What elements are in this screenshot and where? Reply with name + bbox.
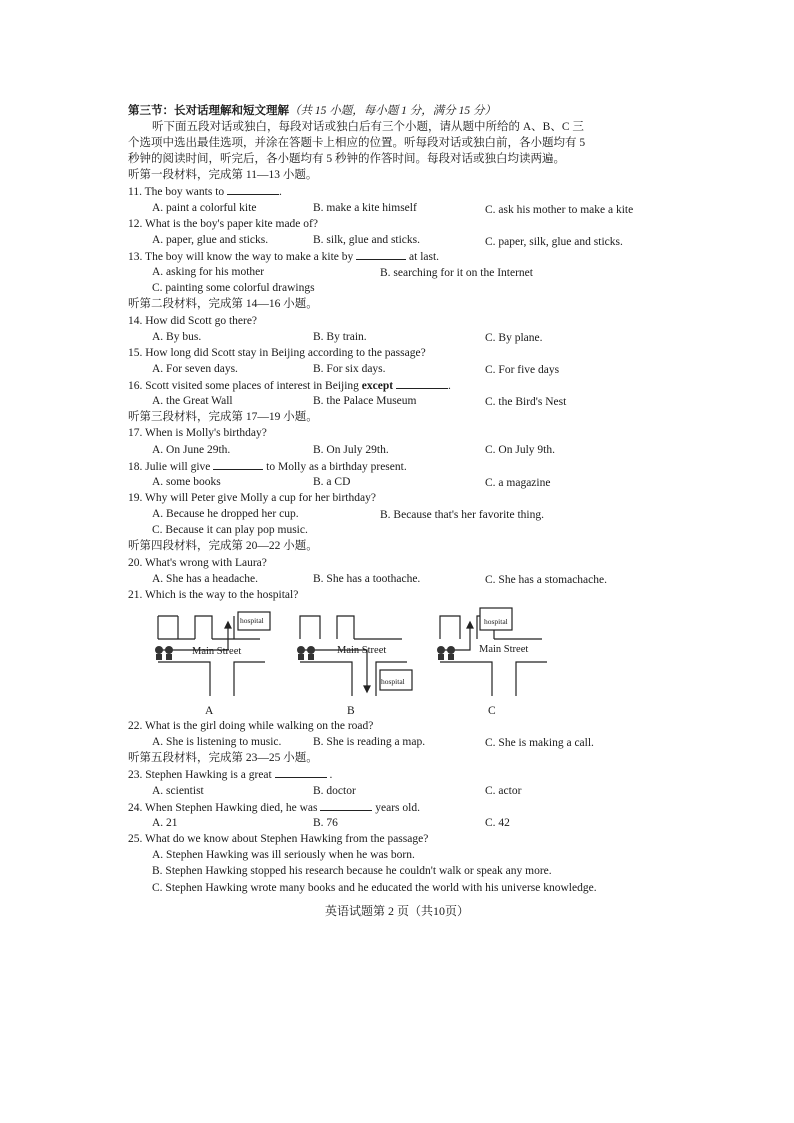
answer-blank: [213, 459, 263, 470]
q20-stem: 20. What's wrong with Laura?: [128, 557, 267, 569]
q11-option-a: A. paint a colorful kite: [152, 202, 257, 214]
q17-option-a: A. On June 29th.: [152, 444, 231, 456]
q22-option-c: C. She is making a call.: [485, 737, 594, 749]
section-title-note: （共 15 小题，每小题 1 分，满分 15 分）: [289, 105, 496, 117]
q25-option-c: C. Stephen Hawking wrote many books and he educated the world with his universe knowledge.: [152, 882, 597, 894]
q20-option-c: C. She has a stomachache.: [485, 574, 607, 586]
group-heading-2: 听第二段材料，完成第 14—16 小题。: [128, 298, 318, 310]
section-title-text: 第三节：长对话理解和短文理解: [128, 105, 289, 117]
q12-option-b: B. silk, glue and sticks.: [313, 234, 421, 246]
q13-option-b: B. searching for it on the Internet: [380, 267, 533, 279]
q11-option-c: C. ask his mother to make a kite: [485, 204, 634, 216]
people-icon: [437, 646, 455, 660]
q14-stem: 14. How did Scott go there?: [128, 315, 258, 327]
map-option-b: B: [347, 705, 355, 717]
q19-option-a: A. Because he dropped her cup.: [152, 508, 299, 520]
q16-option-c: C. the Bird's Nest: [485, 396, 567, 408]
q11-option-b: B. make a kite himself: [313, 202, 417, 214]
q25-option-a: A. Stephen Hawking was ill seriously when he was born.: [152, 849, 415, 861]
people-icon: [297, 646, 315, 660]
q18-option-b: B. a CD: [313, 476, 351, 488]
q14-option-a: A. By bus.: [152, 331, 202, 343]
q20-option-a: A. She has a headache.: [152, 573, 259, 585]
q12-option-c: C. paper, silk, glue and sticks.: [485, 236, 623, 248]
q11-stem-text: 11. The boy wants to: [128, 186, 225, 198]
q16-stem: 16. Scott visited some places of interest in Beijing except .: [128, 380, 451, 392]
q19-option-c: C. Because it can play pop music.: [152, 524, 308, 536]
instruction-line-2: 个选项中选出最佳选项，并涂在答题卡上相应的位置。听每段对话或独白前，各小题均有 5: [128, 137, 586, 149]
q24-stem-end: years old.: [375, 802, 420, 814]
route-map-c-arrow: [442, 622, 473, 650]
page-footer: 英语试题第 2 页（共10页）: [324, 904, 469, 918]
q13-stem-end: at last.: [409, 251, 440, 263]
q20-option-b: B. She has a toothache.: [313, 573, 421, 585]
q15-option-a: A. For seven days.: [152, 363, 238, 375]
q14-option-b: B. By train.: [313, 331, 367, 343]
street-label-b: Main Street: [337, 645, 387, 656]
q24-option-c: C. 42: [485, 817, 510, 829]
answer-blank: [227, 184, 279, 195]
answer-blank: [320, 800, 372, 811]
group-heading-1: 听第一段材料，完成第 11—13 小题。: [128, 169, 318, 181]
q24-stem-text: 24. When Stephen Hawking died, he was: [128, 802, 318, 814]
hospital-label-c: hospital: [484, 617, 508, 626]
street-label-a: Main Street: [192, 646, 242, 657]
hospital-label-b: hospital: [381, 677, 405, 686]
people-icon: [155, 646, 173, 660]
q12-option-a: A. paper, glue and sticks.: [152, 234, 269, 246]
q14-option-c: C. By plane.: [485, 332, 543, 344]
q22-stem: 22. What is the girl doing while walking on the road?: [128, 720, 374, 732]
q16-emphasis: except: [361, 380, 394, 392]
q21-stem: 21. Which is the way to the hospital?: [128, 589, 299, 601]
q23-option-b: B. doctor: [313, 785, 356, 797]
answer-blank: [356, 249, 406, 260]
q19-stem: 19. Why will Peter give Molly a cup for her birthday?: [128, 492, 376, 504]
q13-option-c: C. painting some colorful drawings: [152, 282, 315, 294]
q24-option-a: A. 21: [152, 817, 178, 829]
q23-stem-text: 23. Stephen Hawking is a great: [128, 769, 272, 781]
q24-stem: [128, 800, 420, 816]
q25-stem: 25. What do we know about Stephen Hawking from the passage?: [128, 833, 429, 845]
q15-option-c: C. For five days: [485, 364, 560, 376]
q17-option-b: B. On July 29th.: [313, 444, 389, 456]
q24-option-b: B. 76: [313, 817, 338, 829]
q18-option-a: A. some books: [152, 476, 221, 488]
answer-blank: [275, 767, 327, 778]
q18-stem-end: to Molly as a birthday present.: [266, 461, 407, 473]
q16-stem-text: 16. Scott visited some places of interest in Beijing: [128, 380, 359, 392]
section-title: [128, 104, 496, 119]
q17-option-c: C. On July 9th.: [485, 444, 555, 456]
q16-option-b: B. the Palace Museum: [313, 395, 417, 407]
q18-stem-text: 18. Julie will give: [128, 461, 211, 473]
q19-option-b: B. Because that's her favorite thing.: [380, 509, 544, 521]
q23-option-c: C. actor: [485, 785, 522, 797]
group-heading-4: 听第四段材料，完成第 20—22 小题。: [128, 540, 318, 552]
q11-stem: 11. The boy wants to .: [128, 186, 282, 198]
map-option-c: C: [488, 705, 496, 717]
map-option-a: A: [205, 705, 214, 717]
q23-option-a: A. scientist: [152, 785, 204, 797]
q17-stem: 17. When is Molly's birthday?: [128, 427, 267, 439]
q25-option-b: B. Stephen Hawking stopped his research because he couldn't walk or speak any more.: [152, 865, 552, 877]
answer-blank: [396, 378, 448, 389]
q15-option-b: B. For six days.: [313, 363, 386, 375]
q13-stem: [128, 249, 439, 265]
q23-stem: 23. Stephen Hawking is a great .: [128, 769, 333, 781]
q18-stem: [128, 459, 407, 475]
q16-option-a: A. the Great Wall: [152, 395, 233, 407]
street-label-c: Main Street: [479, 644, 529, 655]
group-heading-5: 听第五段材料，完成第 23—25 小题。: [128, 752, 318, 764]
hospital-label-a: hospital: [240, 616, 264, 625]
q12-stem: 12. What is the boy's paper kite made of?: [128, 218, 318, 230]
q18-option-c: C. a magazine: [485, 477, 551, 489]
instruction-line-1: 听下面五段对话或独白，每段对话或独白后有三个小题，请从题中所给的 A、B、C 三: [152, 121, 584, 133]
q13-stem-text: 13. The boy will know the way to make a kite by: [128, 251, 354, 263]
q13-option-a: A. asking for his mother: [152, 266, 265, 278]
instruction-line-3: 秒钟的阅读时间，听完后，各小题均有 5 秒钟的作答时间。每段对话或独白均读两遍。: [128, 153, 565, 165]
q22-option-b: B. She is reading a map.: [313, 736, 426, 748]
group-heading-3: 听第三段材料，完成第 17—19 小题。: [128, 411, 318, 423]
q15-stem: 15. How long did Scott stay in Beijing according to the passage?: [128, 347, 426, 359]
q22-option-a: A. She is listening to music.: [152, 736, 282, 748]
